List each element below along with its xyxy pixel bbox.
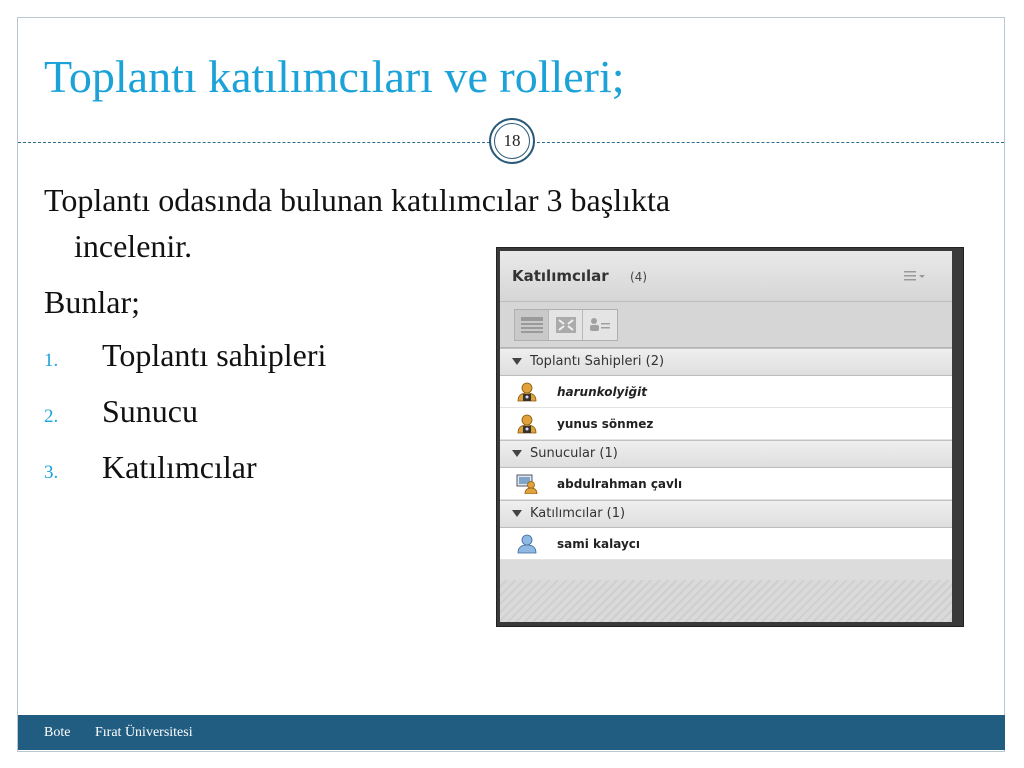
page-number-badge [489, 118, 535, 164]
footer-institution: Fırat Üniversitesi [95, 725, 193, 740]
section-label: Katılımcılar (1) [530, 506, 626, 521]
list-number: 2. [44, 406, 59, 427]
participants-panel [496, 247, 964, 627]
slide-footer [18, 715, 1005, 750]
section-label: Sunucular (1) [530, 446, 618, 461]
list-view-button[interactable] [515, 310, 549, 340]
host-user-icon [516, 382, 538, 402]
page-number: 18 [494, 123, 530, 159]
list-number: 3. [44, 462, 59, 483]
participant-row[interactable] [500, 376, 952, 408]
panel-title: Katılımcılar [512, 267, 609, 285]
user-card-icon [588, 316, 612, 334]
user-view-button[interactable] [583, 310, 617, 340]
list-item: Katılımcılar [102, 449, 257, 485]
participant-row[interactable] [500, 408, 952, 440]
participants-panel-body [500, 251, 952, 622]
expand-view-button[interactable] [549, 310, 583, 340]
list-number: 1. [44, 350, 59, 371]
expand-icon [555, 316, 577, 334]
panel-toolbar [500, 302, 952, 348]
list-item: Sunucu [102, 393, 198, 429]
intro-text: Bunlar; [44, 284, 140, 320]
host-user-icon [516, 414, 538, 434]
paragraph-line-1: Toplantı odasında bulunan katılımcılar 3 başlıkta [44, 182, 671, 218]
section-label: Toplantı Sahipleri (2) [530, 354, 665, 369]
participant-row[interactable] [500, 468, 952, 500]
participant-user-icon [516, 534, 538, 554]
collapse-triangle-icon [512, 450, 522, 457]
section-participants[interactable] [500, 500, 952, 528]
list-item: Toplantı sahipleri [102, 337, 327, 373]
presenter-user-icon [516, 474, 538, 494]
participant-row[interactable] [500, 528, 952, 560]
participant-count: (4) [630, 270, 647, 284]
collapse-triangle-icon [512, 510, 522, 517]
panel-menu-icon[interactable] [904, 269, 926, 283]
empty-list-area [500, 580, 952, 622]
view-toggle-group [514, 309, 618, 341]
list-view-icon [520, 316, 544, 334]
footer-text: Bote [44, 725, 71, 740]
collapse-triangle-icon [512, 358, 522, 365]
panel-header [500, 251, 952, 302]
participant-name: yunus sönmez [557, 417, 654, 431]
slide-title: Toplantı katılımcıları ve rolleri; [44, 51, 625, 102]
paragraph-line-2: incelenir. [74, 228, 193, 264]
participant-name: harunkolyiğit [557, 385, 647, 399]
participant-name: sami kalaycı [557, 537, 641, 551]
participant-name: abdulrahman çavlı [557, 477, 683, 491]
section-presenters[interactable] [500, 440, 952, 468]
section-hosts[interactable] [500, 348, 952, 376]
